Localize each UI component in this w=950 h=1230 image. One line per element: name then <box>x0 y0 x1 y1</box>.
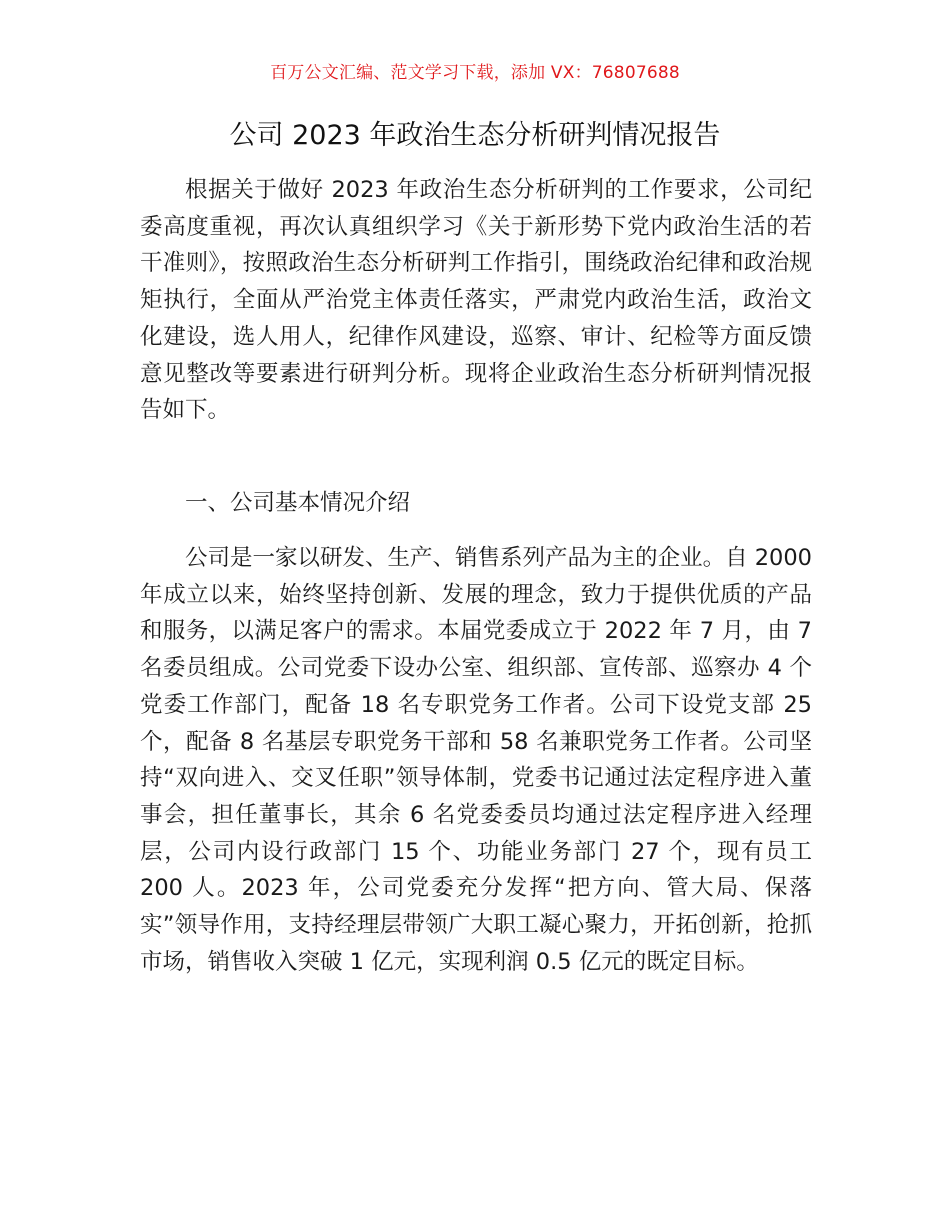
section-paragraph: 公司是一家以研发、生产、销售系列产品为主的企业。自 2000 年成立以来，始终坚持创新、发展的理念，致力于提供优质的产品和服务，以满足客户的需求。本届党委成立于 2022 年 7 月，由 7 名委员组成。公司党委下设办公室、组织部、宣传部、巡察办 4 个党委工作部门，配备 18 名专职党务工作者。公司下设党支部 25 个，配备 8 名基层专职党务干部和 58 名兼职党务工作者。公司坚持“双向进入、交叉任职”领导体制，党委书记通过法定程序进入董事会，担任董事长，其余 6 名党委委员均通过法定程序进入经理层，公司内设行政部门 15 个、功能业务部门 27 个，现有员工 200 人。2023 年，公司党委充分发挥“把方向、管大局、保落实”领导作用，支持经理层带领广大职工凝心聚力，开拓创新，抢抓市场，销售收入突破 1 亿元，实现利润 0.5 亿元的既定目标。 <box>140 545 812 975</box>
header-notice: 百万公文汇编、范文学习下载，添加 VX：76807688 <box>270 63 680 83</box>
intro-paragraph: 根据关于做好 2023 年政治生态分析研判的工作要求，公司纪委高度重视，再次认真组织学习《关于新形势下党内政治生活的若干准则》，按照政治生态分析研判工作指引，围绕政治纪律和政治规矩执行，全面从严治党主体责任落实，严肃党内政治生活，政治文化建设，选人用人，纪律作风建设，巡察、审计、纪检等方面反馈意见整改等要素进行研判分析。现将企业政治生态分析研判情况报告如下。 <box>140 177 812 424</box>
document-title: 公司 2023 年政治生态分析研判情况报告 <box>229 120 721 151</box>
section-heading: 一、公司基本情况介绍 <box>185 490 411 516</box>
